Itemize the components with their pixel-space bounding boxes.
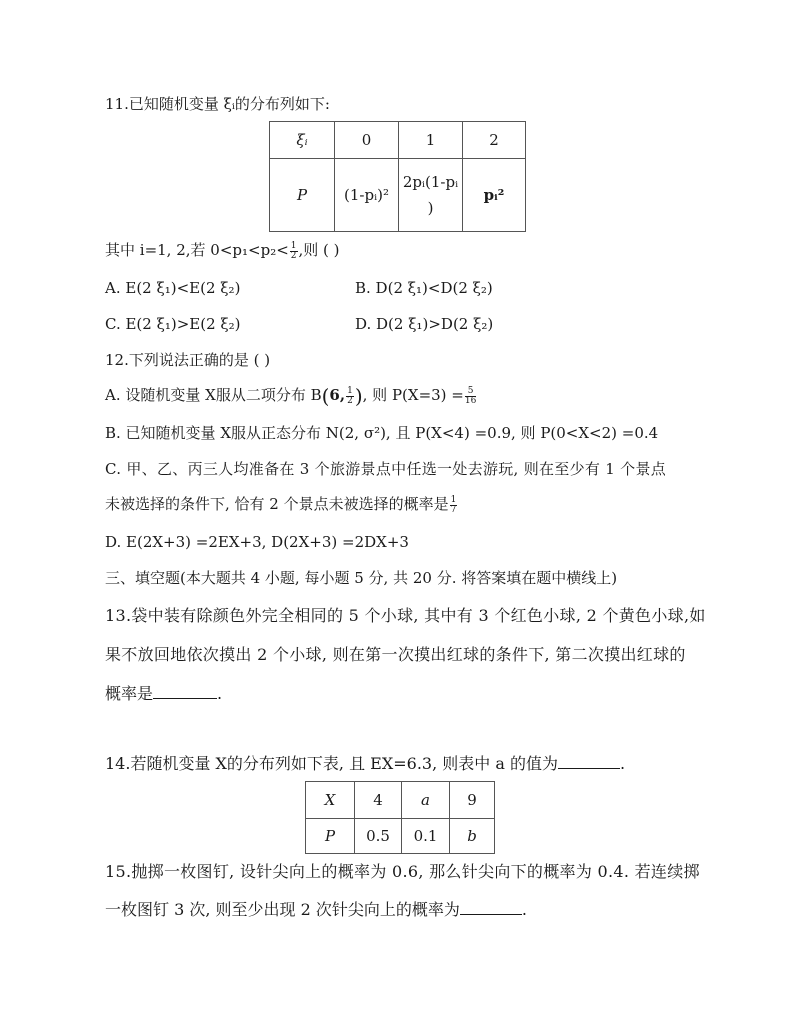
q11-condition-pre: 其中 i=1, 2,若 0<p₁<p₂< <box>105 241 289 259</box>
q12-option-c-line1: C. 甲、乙、丙三人均准备在 3 个旅游景点中任选一处去游玩, 则在至少有 1 个景点 <box>105 460 667 478</box>
q12-option-c-line2 <box>105 494 458 515</box>
q12-option-b: B. 已知随机变量 X服从正态分布 N(2, σ²), 且 P(X<4) =0.9, 则 P(0<X<2) =0.4 <box>105 424 659 442</box>
q11-table-header-0: 0 <box>335 122 399 159</box>
q13-line1: 13.袋中装有除颜色外完全相同的 5 个小球, 其中有 3 个红色小球, 2 个黄色小球,如 <box>105 606 706 625</box>
q11-condition <box>105 240 340 261</box>
q12-option-d: D. E(2X+3) =2EX+3, D(2X+3) =2DX+3 <box>105 533 409 551</box>
q12-frac2-num: 5 <box>465 387 476 397</box>
q12-option-a-paren-pre: 6, <box>329 386 346 404</box>
q11-table-p1-top: 2pᵢ(1-pᵢ <box>402 173 459 191</box>
q11-table-header-xi: ξᵢ <box>270 122 335 159</box>
q12-right-paren: ) <box>354 384 363 408</box>
q12-stem: 12.下列说法正确的是 ( ) <box>105 351 271 369</box>
q13-line3 <box>105 684 222 704</box>
q11-option-b: B. D(2 ξ₁)<D(2 ξ₂) <box>355 279 493 297</box>
q12-option-c-line2-text: 未被选择的条件下, 恰有 2 个景点未被选择的概率是 <box>105 495 449 513</box>
q15-line1: 15.抛掷一枚图钉, 设针尖向上的概率为 0.6, 那么针尖向下的概率为 0.4. 若连续掷 <box>105 862 700 881</box>
q14-stem <box>105 754 625 774</box>
q15-line2 <box>105 900 527 920</box>
q14-table-x1: 4 <box>355 782 402 819</box>
q15-answer-blank[interactable] <box>460 913 522 915</box>
q11-frac-num: 1 <box>290 240 297 251</box>
q11-distribution-table <box>269 121 526 232</box>
q12-frac1-den: 2 <box>347 395 353 406</box>
q11-condition-fraction <box>290 242 298 261</box>
q13-line3-end: . <box>217 684 223 703</box>
q11-table-header-2: 2 <box>463 122 526 159</box>
q14-answer-blank[interactable] <box>558 767 620 769</box>
q11-table-p-label: P <box>270 159 335 232</box>
q11-option-c: C. E(2 ξ₁)>E(2 ξ₂) <box>105 315 241 333</box>
q11-option-a: A. E(2 ξ₁)<E(2 ξ₂) <box>105 279 241 297</box>
q12-option-a <box>105 385 477 406</box>
q11-table-header-1: 1 <box>399 122 463 159</box>
q14-table-p2: 0.1 <box>402 819 450 854</box>
q11-table-p2: pᵢ² <box>463 159 526 232</box>
q11-condition-post: ,则 ( ) <box>298 241 340 259</box>
q14-table-p3: b <box>450 819 495 854</box>
q12-fracc-den: 7 <box>450 504 457 515</box>
q12-option-a-frac2 <box>465 387 476 406</box>
q14-table-x2: a <box>402 782 450 819</box>
q11-table-p1 <box>399 159 463 232</box>
q11-frac-den: 2 <box>290 250 297 261</box>
q15-line2-text: 一枚图钉 3 次, 则至少出现 2 次针尖向上的概率为 <box>105 900 460 919</box>
q12-fracc-num: 1 <box>450 494 457 505</box>
q13-line2: 果不放回地依次摸出 2 个小球, 则在第一次摸出红球的条件下, 第二次摸出红球的 <box>105 645 686 664</box>
q12-left-paren: ( <box>321 384 330 408</box>
q14-stem-text: 14.若随机变量 X的分布列如下表, 且 EX=6.3, 则表中 a 的值为 <box>105 754 558 773</box>
q12-option-a-pre: A. 设随机变量 X服从二项分布 B <box>105 386 322 404</box>
q12-option-c-frac <box>450 496 458 515</box>
q11-option-d: D. D(2 ξ₁)>D(2 ξ₂) <box>355 315 494 333</box>
q15-line2-end: . <box>521 900 527 919</box>
q11-table-p0: (1-pᵢ)² <box>335 159 399 232</box>
section-3-heading: 三、填空题(本大题共 4 小题, 每小题 5 分, 共 20 分. 将答案填在题中横线上) <box>105 569 618 587</box>
q11-table-p1-bottom: ) <box>427 199 434 217</box>
q12-option-a-mid: , 则 P(X=3) = <box>362 386 464 404</box>
q14-table-x-label: X <box>306 782 355 819</box>
q12-option-a-frac1 <box>346 387 354 406</box>
q12-frac1-num: 1 <box>347 385 353 396</box>
q14-table-p-label: P <box>306 819 355 854</box>
q14-table-p1: 0.5 <box>355 819 402 854</box>
q11-stem: 11.已知随机变量 ξᵢ的分布列如下: <box>105 95 330 113</box>
q14-table-x3: 9 <box>450 782 495 819</box>
q13-answer-blank[interactable] <box>153 697 217 699</box>
q14-stem-end: . <box>620 754 626 773</box>
q14-distribution-table <box>305 781 495 854</box>
q13-line3-text: 概率是 <box>105 684 154 703</box>
q12-frac2-den: 16 <box>464 395 477 406</box>
